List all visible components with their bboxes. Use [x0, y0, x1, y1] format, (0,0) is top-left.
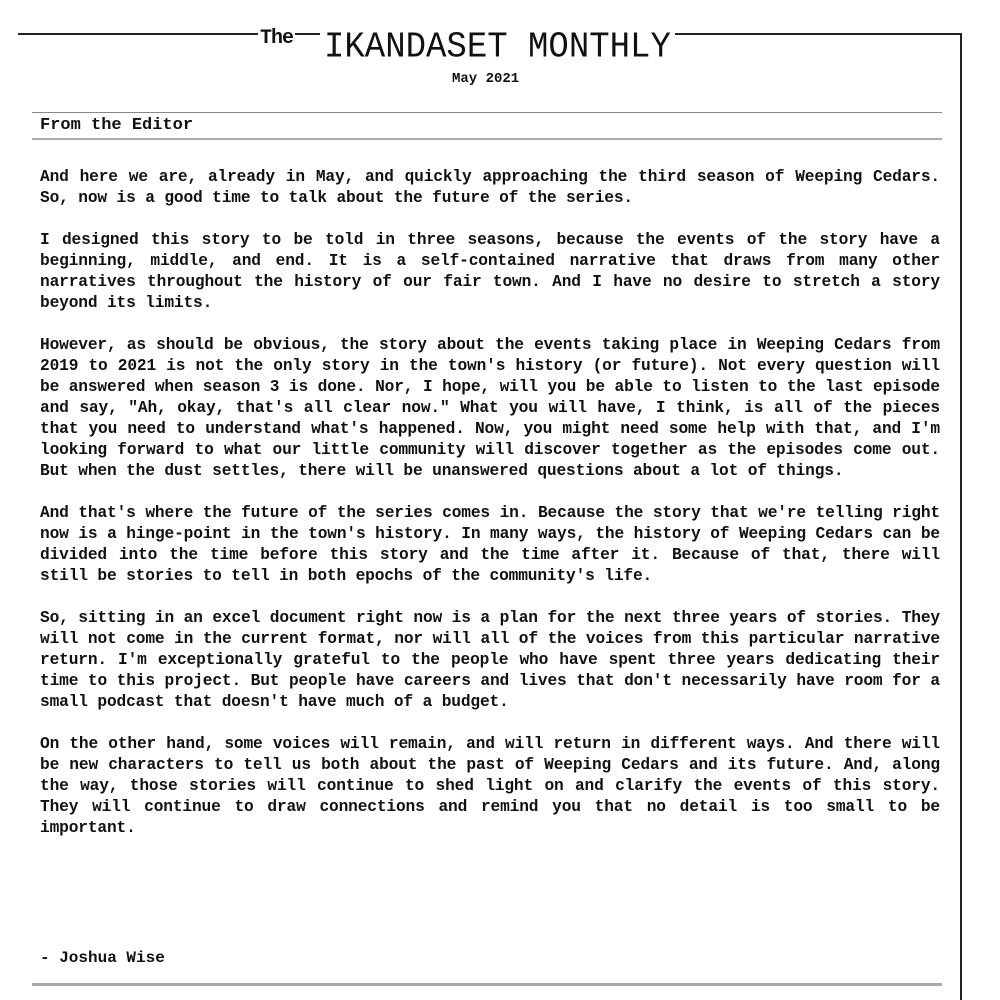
- paragraph: I designed this story to be told in three seasons, because the events of the story have a beginning, middle, and end. It is a self-contained narrative that draws from many other narratives throughout the history of our fair town. And I have no desire to stretch a story beyond its limits.: [40, 231, 940, 312]
- masthead: [0, 0, 980, 100]
- newsletter-title: IKANDASET MONTHLY: [320, 27, 675, 69]
- section-divider-bottom: [32, 138, 942, 140]
- signature: - Joshua Wise: [40, 949, 165, 967]
- section-heading: From the Editor: [40, 116, 194, 135]
- paragraph: So, sitting in an excel document right now is a plan for the next three years of stories. They will not come in the current format, nor will all of the voices from this particular narrative return. I'm exceptionally grateful to the people who have spent three years dedicating their time to this project. But people have careers and lives that don't necessarily have room for a small podcast that doesn't have much of a budget.: [40, 609, 940, 711]
- section-divider-bottom-page: [32, 983, 942, 986]
- paragraph: On the other hand, some voices will remain, and will return in different ways. And there will be new characters to tell us both about the past of Weeping Cedars and its future. And, along the way, those stories will continue to shed light on and clarify the events of this story. They will continue to draw connections and remind you that no detail is too small to be important.: [40, 735, 940, 837]
- paragraph: However, as should be obvious, the story about the events taking place in Weeping Cedars from 2019 to 2021 is not the only story in the town's history (or future). Not every question will be answered when season 3 is done. Nor, I hope, will you be able to listen to the last episode and say, "Ah, okay, that's all clear now." What you will have, I think, is all of the pieces that you need to understand what's happened. Now, you might need some help with that, and I'm looking forward to what our little community will discover together as the episodes come out. But when the dust settles, there will be unanswered questions about a lot of things.: [40, 336, 940, 480]
- paragraph: And that's where the future of the series comes in. Because the story that we're telling right now is a hinge-point in the town's history. In many ways, the history of Weeping Cedars can be divided into the time before this story and the time after it. Because of that, there will still be stories to tell in both epochs of the community's life.: [40, 504, 940, 585]
- editor-letter-body: [40, 167, 940, 839]
- issue-date: May 2021: [452, 71, 520, 87]
- section-divider-top: [32, 112, 942, 113]
- masthead-the: The: [260, 27, 294, 50]
- page-frame-right: [960, 33, 962, 1000]
- paragraph: And here we are, already in May, and quickly approaching the third season of Weeping Cedars. So, now is a good time to talk about the future of the series.: [40, 168, 940, 207]
